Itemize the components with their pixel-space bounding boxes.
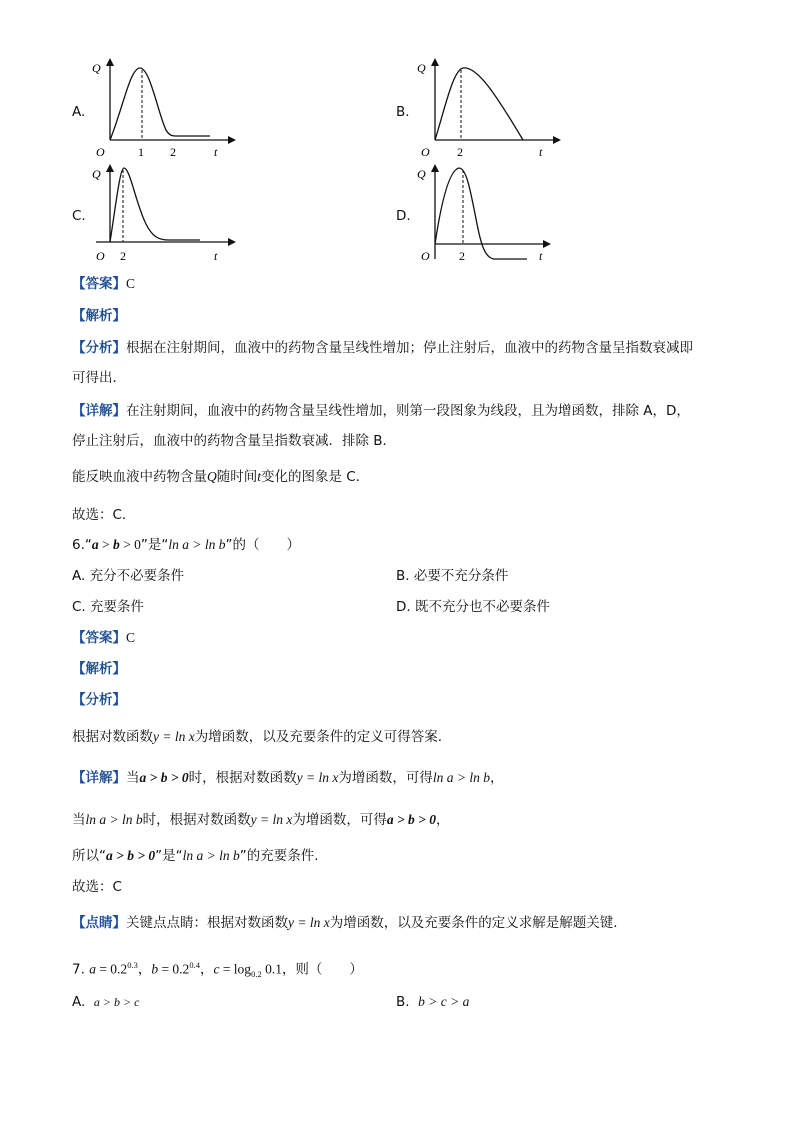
q6-fenxi-text: 根据对数函数y = ln x为增函数，以及充要条件的定义可得答案. xyxy=(72,729,443,745)
graph-d xyxy=(415,164,565,269)
q6-answer: 【答案】C xyxy=(72,630,136,646)
q5-fenxi-line1: 【分析】根据在注射期间，血液中的药物含量呈线性增加；停止注射后，血液中的药物含量呈指数衰减即 xyxy=(72,340,693,356)
q6-fenxi-tag: 【分析】 xyxy=(72,692,126,708)
option-b-label: B. xyxy=(396,104,410,120)
graph-b-tick-2: 2 xyxy=(457,145,463,159)
q5-answer: 【答案】C xyxy=(72,276,136,292)
graph-c-q-label: Q xyxy=(92,167,101,181)
q6-xiangjie-line3: 所以“a > b > 0”是“ln a > ln b”的充要条件. xyxy=(72,848,319,864)
graph-d-origin-label: O xyxy=(421,249,430,263)
q5-conclusion: 能反映血液中药物含量Q随时间t变化的图象是 C． xyxy=(72,469,370,485)
q6-option-b: B. 必要不充分条件 xyxy=(396,568,509,584)
q6-choose: 故选：C xyxy=(72,879,122,895)
q6-analysis-tag: 【解析】 xyxy=(72,661,126,677)
q6-option-c: C. 充要条件 xyxy=(72,599,145,615)
q7-option-a: A. a > b > c xyxy=(72,994,140,1010)
q5-analysis-tag: 【解析】 xyxy=(72,308,126,324)
graph-c-origin-label: O xyxy=(96,249,105,263)
graph-b xyxy=(415,58,565,163)
graph-b-t-label: t xyxy=(539,145,543,159)
graph-d-tick-2: 2 xyxy=(459,249,465,263)
q5-choose: 故选：C． xyxy=(72,507,136,523)
option-a-label: A. xyxy=(72,104,86,120)
graph-a-t-label: t xyxy=(214,145,218,159)
q5-fenxi-line2: 可得出． xyxy=(72,370,126,386)
q7-stem: 7. $a = 0.2^{0.3}$，$b = 0.2^{0.4}$，$c = \log_{0.2} 0.1$，则（ ） xyxy=(72,960,363,980)
graph-b-origin-label: O xyxy=(421,145,430,159)
answer-tag: 【答案】 xyxy=(72,276,126,292)
q5-xiangjie-line1: 【详解】在注射期间，血液中的药物含量呈线性增加，则第一段图象为线段，且为增函数，排除 A，D， xyxy=(72,403,690,419)
graph-a-tick-1: 1 xyxy=(138,145,144,159)
q5-xiangjie-line2: 停止注射后，血液中的药物含量呈指数衰减．排除 B． xyxy=(72,433,397,449)
graph-d-q-label: Q xyxy=(417,167,426,181)
graph-d-t-label: t xyxy=(539,249,543,263)
graph-c-tick-2: 2 xyxy=(120,249,126,263)
q6-xiangjie-line2: 当ln a > ln b时，根据对数函数y = ln x为增函数，可得a > b > 0， xyxy=(72,812,450,828)
q6-dianjing: 【点睛】关键点点睛：根据对数函数y = ln x为增函数，以及充要条件的定义求解是解题关键. xyxy=(72,915,618,931)
graph-c-t-label: t xyxy=(214,249,218,263)
option-d-label: D. xyxy=(396,208,411,224)
q6-option-a: A. 充分不必要条件 xyxy=(72,568,185,584)
graph-a-tick-2: 2 xyxy=(170,145,176,159)
option-c-label: C. xyxy=(72,208,86,224)
graph-a xyxy=(90,58,240,163)
q6-option-d: D. 既不充分也不必要条件 xyxy=(396,599,550,615)
q6-xiangjie-line1: 【详解】当a > b > 0时，根据对数函数y = ln x为增函数，可得ln a > ln b， xyxy=(72,770,504,786)
q6-stem: 6.“a > b > 0”是“ln a > ln b”的（ ） xyxy=(72,537,301,553)
graph-a-origin-label: O xyxy=(96,145,105,159)
graph-b-q-label: Q xyxy=(417,61,426,75)
graph-a-q-label: Q xyxy=(92,61,101,75)
graph-c xyxy=(90,164,240,269)
q7-option-b: B. b > c > a xyxy=(396,994,470,1010)
